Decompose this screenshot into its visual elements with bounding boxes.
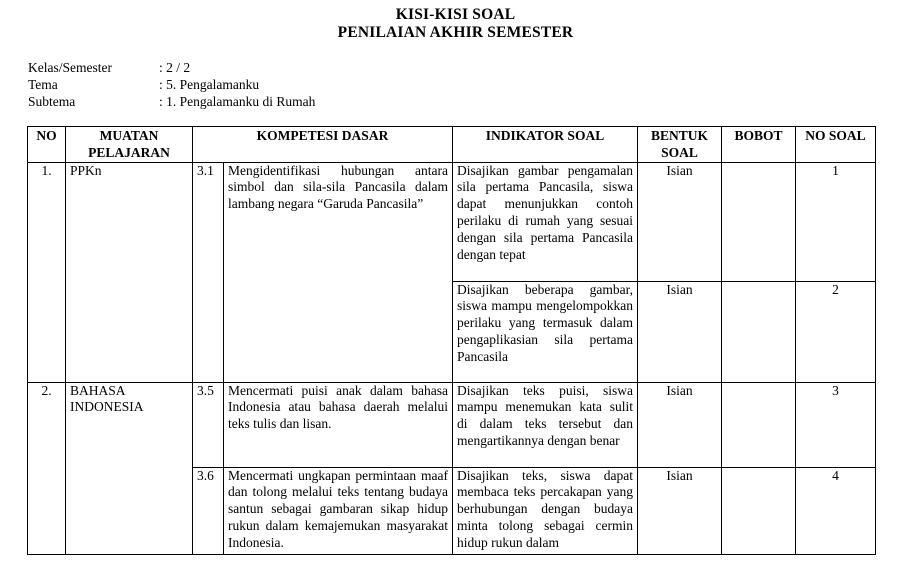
bobot-cell — [722, 162, 796, 281]
header-kompetensi-dasar: KOMPETESI DASAR — [193, 127, 453, 163]
meta-label: Subtema — [28, 94, 76, 109]
bentuk-soal-cell: Isian — [638, 467, 722, 554]
meta-value: : 1. Pengalamanku di Rumah — [159, 94, 316, 109]
header-muatan-pelajaran: MUATAN PELAJARAN — [66, 127, 193, 163]
kd-number: 3.5 — [193, 382, 224, 467]
no-soal-cell: 2 — [796, 281, 876, 382]
indikator-cell: Disajikan teks, siswa dapat membaca teks percakapan yang berhubungan dengan budaya minta tolong sebagai cermin hidup rukun dalam — [453, 467, 638, 554]
header-indikator-soal: INDIKATOR SOAL — [453, 127, 638, 163]
document-title: KISI-KISI SOAL — [395, 6, 516, 23]
bobot-cell — [722, 467, 796, 554]
muatan-pelajaran-cell: BAHASA INDONESIA — [66, 382, 193, 554]
bentuk-soal-cell: Isian — [638, 281, 722, 382]
bobot-cell — [722, 281, 796, 382]
table-row — [28, 382, 876, 467]
meta-value: : 5. Pengalamanku — [159, 77, 260, 92]
row-number: 1. — [28, 162, 66, 382]
document-subtitle: PENILAIAN AKHIR SEMESTER — [337, 24, 574, 41]
row-number: 2. — [28, 382, 66, 554]
header-no: NO — [28, 127, 66, 163]
indikator-cell: Disajikan gambar pengamalan sila pertama Pancasila, siswa dapat menunjukkan contoh perilaku di rumah yang sesuai dengan sila pertama Pancasila dengan tepat — [453, 162, 638, 281]
meta-value: : 2 / 2 — [159, 60, 191, 75]
header-no-soal: NO SOAL — [796, 127, 876, 163]
kisi-kisi-table — [27, 126, 876, 555]
meta-label: Kelas/Semester — [28, 60, 112, 75]
no-soal-cell: 1 — [796, 162, 876, 281]
bentuk-soal-cell: Isian — [638, 162, 722, 281]
no-soal-cell: 3 — [796, 382, 876, 467]
meta-label: Tema — [28, 77, 58, 92]
kd-number: 3.6 — [193, 467, 224, 554]
header-bentuk-soal: BENTUK SOAL — [638, 127, 722, 163]
bobot-cell — [722, 382, 796, 467]
no-soal-cell: 4 — [796, 467, 876, 554]
header-bobot: BOBOT — [722, 127, 796, 163]
kd-number: 3.1 — [193, 162, 224, 382]
bentuk-soal-cell: Isian — [638, 382, 722, 467]
muatan-pelajaran-cell: PPKn — [66, 162, 193, 382]
table-row — [28, 162, 876, 281]
table-header-row — [28, 127, 876, 163]
indikator-cell: Disajikan teks puisi, siswa mampu menemukan kata sulit di dalam teks tersebut dan mengartikannya dengan benar — [453, 382, 638, 467]
kd-text: Mencermati puisi anak dalam bahasa Indonesia atau bahasa daerah melalui teks tulis dan lisan. — [224, 382, 453, 467]
indikator-cell: Disajikan beberapa gambar, siswa mampu mengelompokkan perilaku yang termasuk dalam pengaplikasian sila pertama Pancasila — [453, 281, 638, 382]
kd-text: Mengidentifikasi hubungan antara simbol dan sila-sila Pancasila dalam lambang negara “Garuda Pancasila” — [224, 162, 453, 382]
kd-text: Mencermati ungkapan permintaan maaf dan tolong melalui teks tentang budaya santun sebagai gambaran sikap hidup rukun dalam kemajemukan masyarakat Indonesia. — [224, 467, 453, 554]
